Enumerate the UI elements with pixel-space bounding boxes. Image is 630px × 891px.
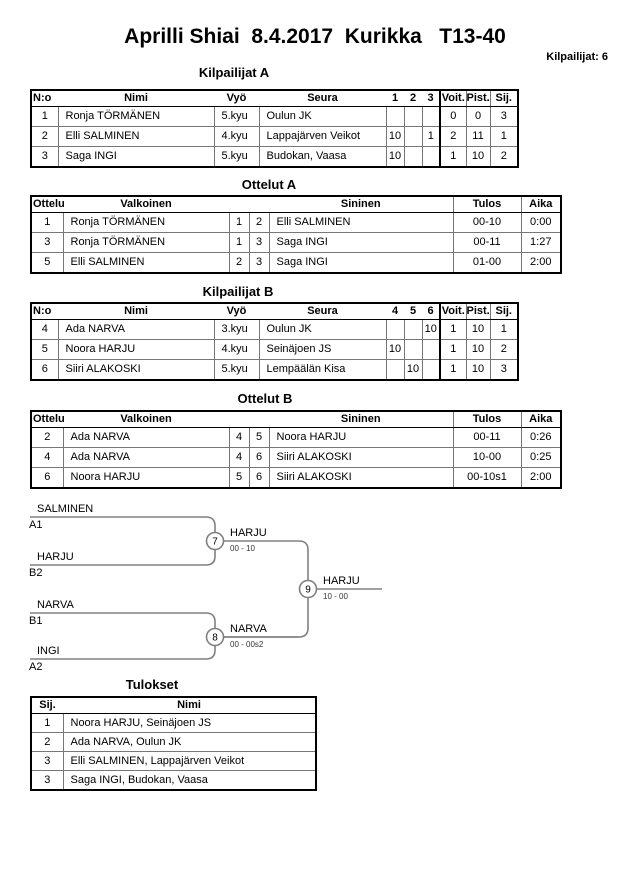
col-header-place: Sij. <box>490 303 518 320</box>
cell-points: 10 <box>466 320 490 340</box>
cell-wins: 0 <box>440 107 466 127</box>
table-row <box>31 233 561 253</box>
section-title-matches-b: Ottelut B <box>237 391 293 406</box>
cell-no: 6 <box>31 360 58 381</box>
col-header-time: Aika <box>521 196 561 213</box>
matches-a-table <box>30 195 562 274</box>
cell-white-no: 5 <box>229 468 249 489</box>
cell-club: Lempäälän Kisa <box>259 360 386 381</box>
cell-points: 10 <box>466 360 490 381</box>
cell-club: Oulun JK <box>259 107 386 127</box>
bracket-slot-seed: A1 <box>29 519 43 531</box>
bracket-slot-seed: A2 <box>29 661 43 673</box>
col-header-no: N:o <box>31 303 58 320</box>
cell-blue-name: Siiri ALAKOSKI <box>269 468 453 489</box>
cell-blue-no: 6 <box>249 468 269 489</box>
cell-blue-name: Siiri ALAKOSKI <box>269 448 453 468</box>
col-header-place: Sij. <box>490 90 518 107</box>
cell-blue-no: 6 <box>249 448 269 468</box>
cell-score-4 <box>386 320 404 340</box>
bracket-match-7-score: 00 - 10 <box>230 544 255 553</box>
cell-white-name: Ada NARVA <box>63 428 229 448</box>
bracket-slot-name: SALMINEN <box>37 503 94 515</box>
col-header-name: Nimi <box>63 697 316 714</box>
competitors-count-label: Kilpailijat: 6 <box>546 51 608 63</box>
cell-points: 10 <box>466 147 490 168</box>
cell-wins: 1 <box>440 360 466 381</box>
col-header-place: Sij. <box>31 697 63 714</box>
cell-result: 00-10 <box>453 213 521 233</box>
cell-score-1: 10 <box>386 147 404 168</box>
table-row <box>31 771 316 791</box>
bracket-slot-name: HARJU <box>37 551 74 563</box>
table-row <box>31 733 316 752</box>
cell-result: 00-11 <box>453 233 521 253</box>
cell-no: 5 <box>31 340 58 360</box>
col-header-1: 1 <box>386 90 404 107</box>
cell-blue-no: 5 <box>249 428 269 448</box>
cell-no: 1 <box>31 107 58 127</box>
cell-time: 0:26 <box>521 428 561 448</box>
bracket-match-9-score: 10 - 00 <box>323 592 348 601</box>
cell-white-name: Ronja TÖRMÄNEN <box>63 213 229 233</box>
cell-blue-name: Saga INGI <box>269 253 453 274</box>
cell-score-6 <box>422 360 440 381</box>
cell-place: 3 <box>31 752 63 771</box>
cell-result: 00-11 <box>453 428 521 448</box>
cell-belt: 5.kyu <box>214 147 259 168</box>
cell-score-2 <box>404 127 422 147</box>
col-header-white: Valkoinen <box>63 411 229 428</box>
cell-name: Saga INGI <box>58 147 214 168</box>
cell-blue-name: Noora HARJU <box>269 428 453 448</box>
col-header-spacer <box>229 196 249 213</box>
section-title-pool-a: Kilpailijat A <box>198 65 270 80</box>
table-row <box>31 107 518 127</box>
cell-white-name: Ada NARVA <box>63 448 229 468</box>
table-row <box>31 340 518 360</box>
cell-score-4 <box>386 360 404 381</box>
col-header-belt: Vyö <box>214 303 259 320</box>
cell-place: 3 <box>31 771 63 791</box>
cell-score-3 <box>422 107 440 127</box>
cell-time: 0:25 <box>521 448 561 468</box>
table-row <box>31 428 561 448</box>
cell-name: Noora HARJU, Seinäjoen JS <box>63 714 316 733</box>
table-row <box>31 752 316 771</box>
table-row <box>31 213 561 233</box>
cell-white-no: 2 <box>229 253 249 274</box>
cell-club: Oulun JK <box>259 320 386 340</box>
cell-place: 3 <box>490 360 518 381</box>
table-header-row <box>31 697 316 714</box>
cell-club: Seinäjoen JS <box>259 340 386 360</box>
cell-white-no: 4 <box>229 448 249 468</box>
cell-wins: 1 <box>440 147 466 168</box>
cell-time: 1:27 <box>521 233 561 253</box>
table-row <box>31 320 518 340</box>
col-header-result: Tulos <box>453 196 521 213</box>
bracket-slot-name: INGI <box>37 645 60 657</box>
table-header-row <box>31 90 518 107</box>
cell-score-2 <box>404 147 422 168</box>
col-header-time: Aika <box>521 411 561 428</box>
cell-white-name: Ronja TÖRMÄNEN <box>63 233 229 253</box>
bracket-match-7-winner: HARJU <box>230 527 267 539</box>
col-header-name: Nimi <box>58 90 214 107</box>
cell-time: 0:00 <box>521 213 561 233</box>
bracket-match-8-number: 8 <box>212 632 218 644</box>
cell-name: Ada NARVA, Oulun JK <box>63 733 316 752</box>
col-header-belt: Vyö <box>214 90 259 107</box>
cell-place: 1 <box>490 320 518 340</box>
table-row <box>31 714 316 733</box>
cell-result: 00-10s1 <box>453 468 521 489</box>
col-header-white: Valkoinen <box>63 196 229 213</box>
cell-belt: 5.kyu <box>214 360 259 381</box>
section-title-results: Tulokset <box>125 677 179 692</box>
cell-wins: 1 <box>440 340 466 360</box>
cell-match-no: 3 <box>31 233 63 253</box>
cell-result: 01-00 <box>453 253 521 274</box>
col-header-wins: Voit. <box>440 90 466 107</box>
section-title-pool-b: Kilpailijat B <box>202 284 274 299</box>
cell-belt: 4.kyu <box>214 340 259 360</box>
cell-white-no: 4 <box>229 428 249 448</box>
cell-white-name: Noora HARJU <box>63 468 229 489</box>
cell-blue-no: 2 <box>249 213 269 233</box>
cell-place: 2 <box>490 340 518 360</box>
cell-score-5 <box>404 340 422 360</box>
col-header-3: 3 <box>422 90 440 107</box>
cell-blue-no: 3 <box>249 233 269 253</box>
cell-place: 2 <box>490 147 518 168</box>
col-header-result: Tulos <box>453 411 521 428</box>
cell-wins: 1 <box>440 320 466 340</box>
bracket-match-9-number: 9 <box>305 584 311 596</box>
bracket-slot-seed: B2 <box>29 567 43 579</box>
cell-white-name: Elli SALMINEN <box>63 253 229 274</box>
cell-no: 3 <box>31 147 58 168</box>
cell-blue-no: 3 <box>249 253 269 274</box>
col-header-club: Seura <box>259 90 386 107</box>
table-header-row <box>31 411 561 428</box>
col-header-match: Ottelu <box>31 411 63 428</box>
cell-time: 2:00 <box>521 253 561 274</box>
cell-no: 4 <box>31 320 58 340</box>
cell-club: Lappajärven Veikot <box>259 127 386 147</box>
cell-score-4: 10 <box>386 340 404 360</box>
section-title-matches-a: Ottelut A <box>241 177 297 192</box>
col-header-blue: Sininen <box>269 411 453 428</box>
cell-match-no: 4 <box>31 448 63 468</box>
col-header-points: Pist. <box>466 303 490 320</box>
table-row <box>31 448 561 468</box>
bracket-match-8-score: 00 - 00s2 <box>230 640 264 649</box>
table-header-row <box>31 303 518 320</box>
cell-blue-name: Saga INGI <box>269 233 453 253</box>
cell-place: 1 <box>31 714 63 733</box>
table-row <box>31 360 518 381</box>
page-title: Aprilli Shiai 8.4.2017 Kurikka T13-40 <box>124 25 506 48</box>
cell-match-no: 2 <box>31 428 63 448</box>
col-header-match: Ottelu <box>31 196 63 213</box>
cell-place: 3 <box>490 107 518 127</box>
cell-score-5 <box>404 320 422 340</box>
pool-a-table <box>30 89 519 168</box>
cell-belt: 4.kyu <box>214 127 259 147</box>
cell-points: 0 <box>466 107 490 127</box>
cell-result: 10-00 <box>453 448 521 468</box>
cell-name: Noora HARJU <box>58 340 214 360</box>
col-header-blue: Sininen <box>269 196 453 213</box>
cell-score-1: 10 <box>386 127 404 147</box>
cell-match-no: 6 <box>31 468 63 489</box>
table-header-row <box>31 196 561 213</box>
cell-score-5: 10 <box>404 360 422 381</box>
cell-name: Siiri ALAKOSKI <box>58 360 214 381</box>
cell-place: 1 <box>490 127 518 147</box>
cell-name: Elli SALMINEN <box>58 127 214 147</box>
col-header-spacer <box>229 411 249 428</box>
col-header-5: 5 <box>404 303 422 320</box>
cell-name: Ronja TÖRMÄNEN <box>58 107 214 127</box>
cell-no: 2 <box>31 127 58 147</box>
table-row <box>31 127 518 147</box>
results-table <box>30 696 317 791</box>
col-header-club: Seura <box>259 303 386 320</box>
cell-points: 11 <box>466 127 490 147</box>
cell-name: Elli SALMINEN, Lappajärven Veikot <box>63 752 316 771</box>
bracket-match-9-winner: HARJU <box>323 575 360 587</box>
matches-b-table <box>30 410 562 489</box>
cell-belt: 5.kyu <box>214 107 259 127</box>
col-header-spacer <box>249 196 269 213</box>
cell-score-3: 1 <box>422 127 440 147</box>
col-header-points: Pist. <box>466 90 490 107</box>
cell-white-no: 1 <box>229 233 249 253</box>
table-row <box>31 468 561 489</box>
cell-score-3 <box>422 147 440 168</box>
col-header-wins: Voit. <box>440 303 466 320</box>
bracket-match-8-winner: NARVA <box>230 623 267 635</box>
cell-match-no: 1 <box>31 213 63 233</box>
cell-score-2 <box>404 107 422 127</box>
col-header-4: 4 <box>386 303 404 320</box>
table-row <box>31 147 518 168</box>
cell-score-6: 10 <box>422 320 440 340</box>
cell-time: 2:00 <box>521 468 561 489</box>
pool-b-table <box>30 302 519 381</box>
bracket-slot-seed: B1 <box>29 615 43 627</box>
cell-club: Budokan, Vaasa <box>259 147 386 168</box>
cell-name: Saga INGI, Budokan, Vaasa <box>63 771 316 791</box>
cell-white-no: 1 <box>229 213 249 233</box>
cell-score-1 <box>386 107 404 127</box>
col-header-6: 6 <box>422 303 440 320</box>
bracket-match-7-number: 7 <box>212 536 218 548</box>
cell-score-6 <box>422 340 440 360</box>
cell-points: 10 <box>466 340 490 360</box>
col-header-2: 2 <box>404 90 422 107</box>
cell-belt: 3.kyu <box>214 320 259 340</box>
cell-match-no: 5 <box>31 253 63 274</box>
cell-place: 2 <box>31 733 63 752</box>
col-header-name: Nimi <box>58 303 214 320</box>
table-row <box>31 253 561 274</box>
bracket-slot-name: NARVA <box>37 599 74 611</box>
col-header-spacer <box>249 411 269 428</box>
cell-name: Ada NARVA <box>58 320 214 340</box>
cell-blue-name: Elli SALMINEN <box>269 213 453 233</box>
cell-wins: 2 <box>440 127 466 147</box>
col-header-no: N:o <box>31 90 58 107</box>
